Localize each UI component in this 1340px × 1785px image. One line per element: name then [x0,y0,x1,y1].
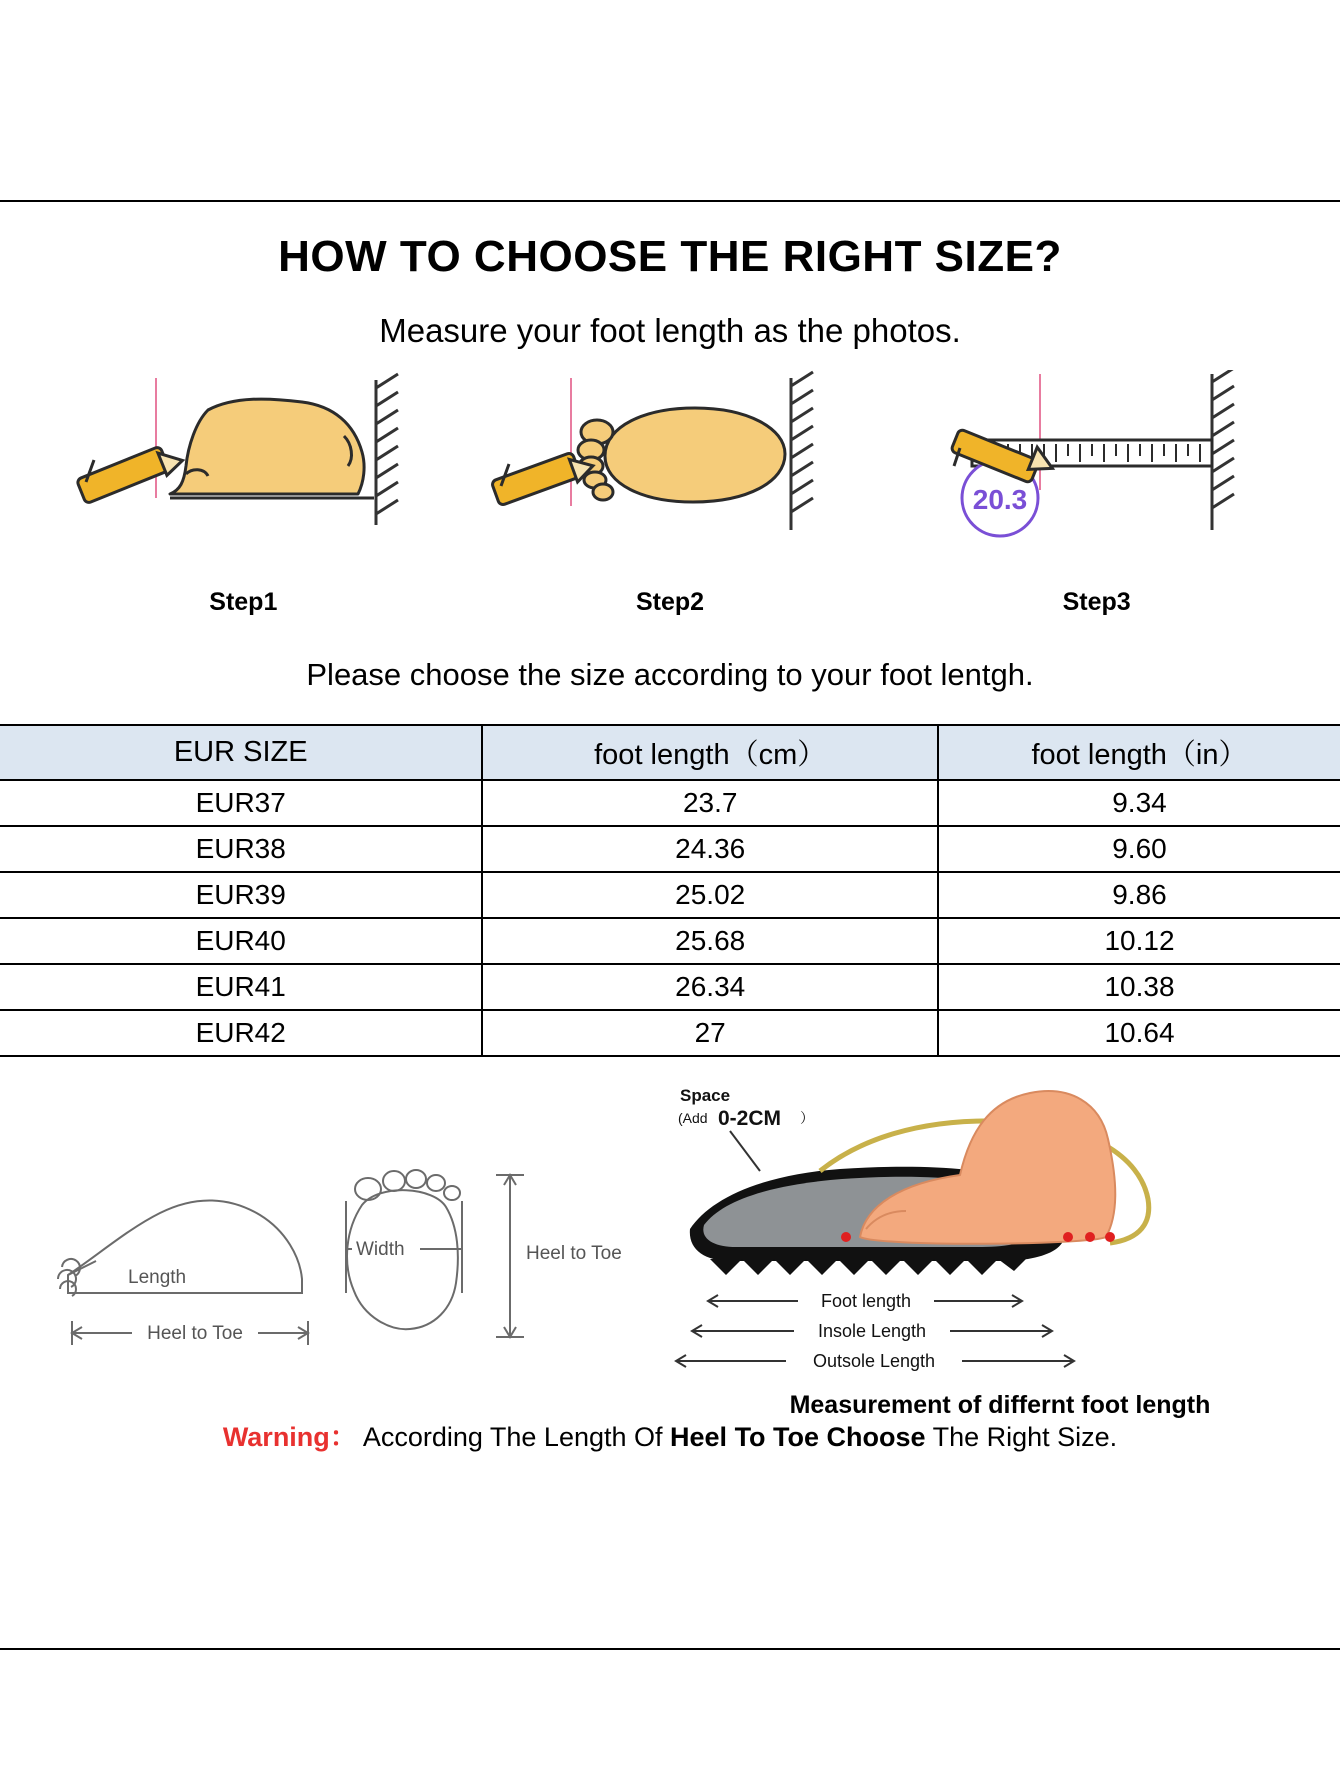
label-heel-to-toe-side: Heel to Toe [147,1323,243,1344]
cell-eur-size: EUR39 [0,872,482,918]
cell-eur-size: EUR41 [0,964,482,1010]
cell-length-cm: 24.36 [482,826,938,872]
table-row [0,872,1340,918]
step-2 [485,370,855,617]
diagram-caption: Measurement of differnt foot length [789,1391,1211,1419]
warning-bold-part: Heel To Toe Choose [670,1422,926,1452]
cell-length-in: 9.86 [938,872,1340,918]
table-row [0,780,1340,826]
table-row [0,918,1340,964]
label-space-add: (Add [678,1110,708,1126]
steps-row [0,370,1340,617]
cell-length-cm: 25.68 [482,918,938,964]
measurement-value: 20.3 [972,484,1027,515]
cell-length-in: 9.34 [938,780,1340,826]
table-row [0,964,1340,1010]
cell-length-cm: 27 [482,1010,938,1056]
ruler-measure-icon [912,370,1282,580]
header-foot-length-in: foot length（in） [938,725,1340,780]
size-table [0,724,1340,1057]
step-1 [58,370,428,617]
table-header-row [0,725,1340,780]
table-row [0,826,1340,872]
label-heel-to-toe-top: Heel to Toe [526,1243,622,1264]
step-1-label: Step1 [209,588,278,616]
step-3 [912,370,1282,617]
label-outsole-length: Outsole Length [812,1351,936,1371]
label-space: Space [680,1086,731,1105]
cell-eur-size: EUR42 [0,1010,482,1056]
label-insole-length: Insole Length [817,1321,927,1341]
page-subtitle: Measure your foot length as the photos. [379,312,961,349]
label-length: Length [128,1267,187,1288]
cell-length-in: 10.64 [938,1010,1340,1056]
shoe-measurement-diagram [670,1079,1330,1419]
label-space-close: ） [800,1110,814,1126]
table-instruction: Please choose the size according to your foot lentgh. [306,657,1034,692]
step-3-label: Step3 [1062,588,1131,616]
cell-length-in: 9.60 [938,826,1340,872]
cell-eur-size: EUR38 [0,826,482,872]
side-view-foot-icon [58,370,428,580]
label-foot-length: Foot length [820,1291,912,1311]
size-guide-content [0,200,1340,1650]
diagrams-row [0,1079,1340,1419]
label-space-value: 0-2CM [718,1107,782,1130]
label-width: Width [356,1239,405,1260]
cell-eur-size: EUR37 [0,780,482,826]
table-row [0,1010,1340,1056]
header-eur-size: EUR SIZE [0,725,482,780]
warning-note [0,1415,1340,1454]
cell-length-cm: 25.02 [482,872,938,918]
warning-text-part2: The Right Size. [925,1422,1118,1452]
top-view-foot-icon [485,370,855,580]
warning-label: Warning： [222,1422,357,1452]
cell-eur-size: EUR40 [0,918,482,964]
step-2-label: Step2 [635,588,705,616]
warning-text-part1: According The Length Of [362,1422,671,1452]
header-foot-length-cm: foot length（cm） [482,725,938,780]
cell-length-cm: 26.34 [482,964,938,1010]
cell-length-in: 10.38 [938,964,1340,1010]
page-title: HOW TO CHOOSE THE RIGHT SIZE? [278,232,1062,281]
cell-length-in: 10.12 [938,918,1340,964]
foot-outline-diagram [10,1079,670,1359]
cell-length-cm: 23.7 [482,780,938,826]
